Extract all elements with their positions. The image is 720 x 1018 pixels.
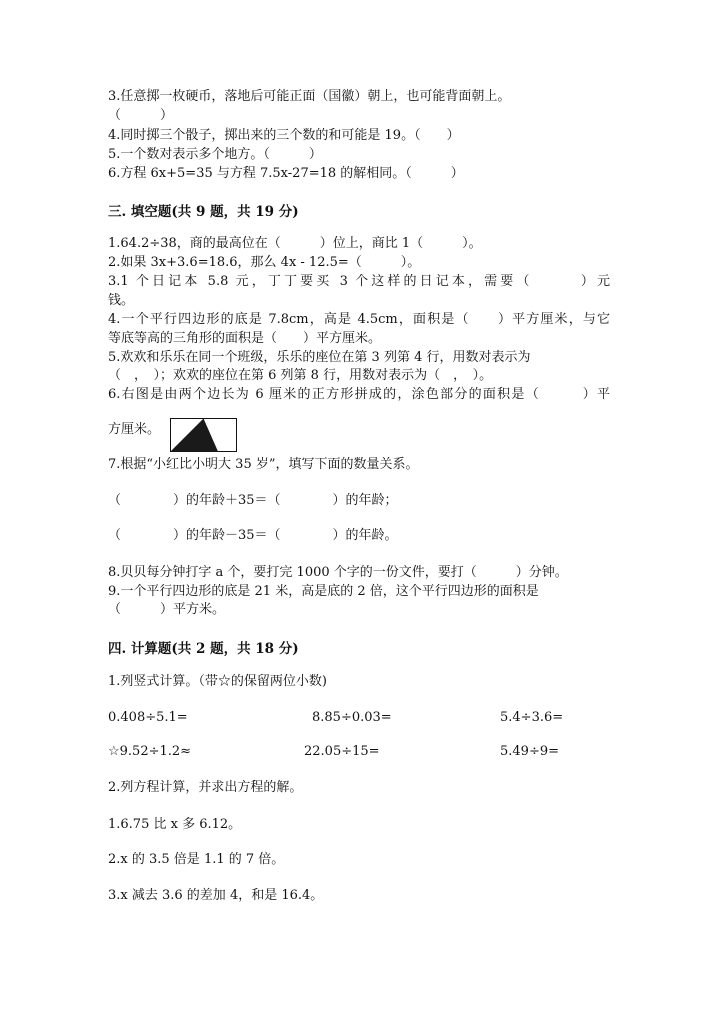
judge-q3-line1: 3.任意掷一枚硬币，落地后可能正面（国徽）朝上，也可能背面朝上。: [108, 89, 511, 104]
fill-q3-line1: 3.1 个日记本 5.8 元，丁丁要买 3 个这样的日记本，需要（ ）元: [108, 274, 610, 289]
calc-row2-item: ☆9.52÷1.2≈: [108, 744, 192, 759]
calc-equation-3: 3.x 减去 3.6 的差加 4，和是 16.4。: [108, 888, 324, 903]
judge-q5: 5.一个数对表示多个地方。（ ）: [108, 147, 322, 162]
judge-q3-line2: （ ）: [108, 108, 174, 123]
calc-sub2: 2.列方程计算，并求出方程的解。: [108, 780, 303, 795]
calc-equation-1: 1.6.75 比 x 多 6.12。: [108, 817, 242, 832]
fill-q5-line1: 5.欢欢和乐乐在同一个班级，乐乐的座位在第 3 列第 4 行，用数对表示为: [108, 350, 531, 365]
fill-q7: 7.根据“小红比小明大 35 岁”，填写下面的数量关系。: [108, 457, 419, 472]
judge-q6: 6.方程 6x+5=35 与方程 7.5x-27=18 的解相同。（ ）: [108, 166, 464, 181]
judge-q4: 4.同时掷三个骰子，掷出来的三个数的和可能是 19。（ ）: [108, 128, 460, 143]
fill-q3-line2: 钱。: [108, 293, 135, 308]
calc-row2-item: 5.49÷9=: [500, 744, 560, 759]
fill-q7-relation-b: （ ）的年龄－35＝（ ）的年龄。: [108, 528, 398, 543]
calc-row2-item: 22.05÷15=: [304, 744, 380, 759]
fill-q9-line2: （ ）平方米。: [108, 602, 226, 617]
fill-q7-relation-a: （ ）的年龄＋35＝（ ）的年龄；: [108, 493, 398, 508]
calc-heading: 四. 计算题(共 2 题，共 18 分): [108, 641, 299, 657]
calc-equation-2: 2.x 的 3.5 倍是 1.1 的 7 倍。: [108, 852, 285, 867]
fill-q5-line2: （ ， ）；欢欢的座位在第 6 列第 8 行，用数对表示为（ ， ）。: [108, 368, 493, 383]
squares-figure: [170, 418, 238, 452]
fill-q2: 2.如果 3x+3.6=18.6，那么 4x - 12.5=（ ）。: [108, 255, 421, 270]
calc-row1-item: 8.85÷0.03=: [312, 710, 392, 725]
fill-q6-line2: 方厘米。: [108, 422, 161, 437]
fill-q4-line2: 等底等高的三角形的面积是（ ）平方厘米。: [108, 331, 382, 346]
fill-q6-line1: 6.右图是由两个边长为 6 厘米的正方形拼成的，涂色部分的面积是（ ）平: [108, 387, 610, 402]
fill-q8: 8.贝贝每分钟打字 a 个，要打完 1000 个字的一份文件，要打（ ）分钟。: [108, 565, 568, 580]
fill-q9-line1: 9.一个平行四边形的底是 21 米，高是底的 2 倍，这个平行四边形的面积是: [108, 584, 539, 599]
fill-q4-line1: 4.一个平行四边形的底是 7.8cm，高是 4.5cm，面积是（ ）平方厘米，与它: [108, 312, 610, 327]
calc-row1-item: 5.4÷3.6=: [500, 710, 564, 725]
fill-q1: 1.64.2÷38，商的最高位在（ ）位上，商比 1（ ）。: [108, 236, 482, 251]
fill-heading: 三. 填空题(共 9 题，共 19 分): [108, 204, 299, 220]
calc-sub1: 1.列竖式计算。（带☆的保留两位小数): [108, 674, 327, 689]
calc-row1-item: 0.408÷5.1=: [108, 710, 188, 725]
